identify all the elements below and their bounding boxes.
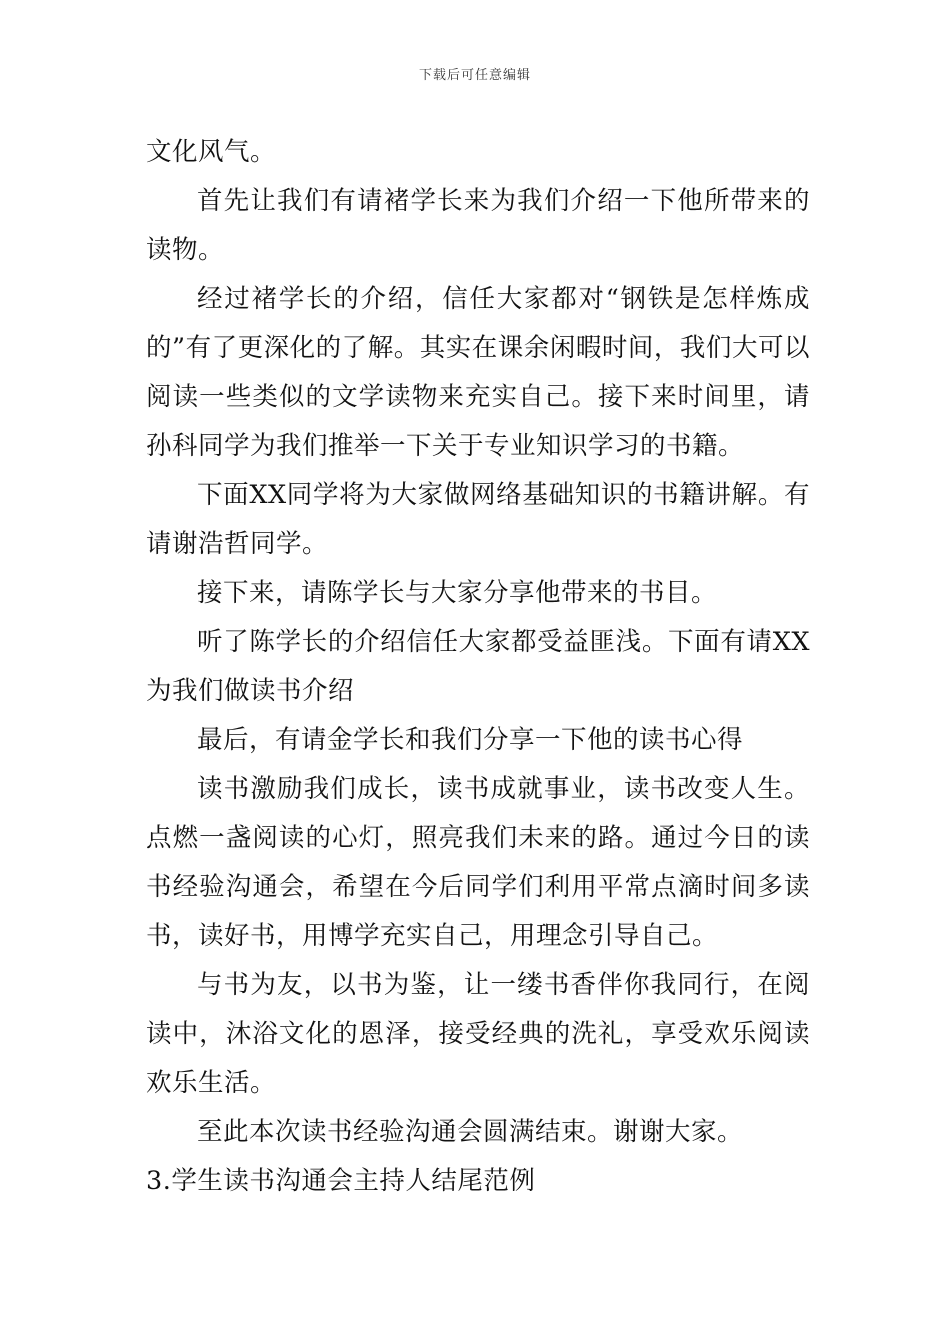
paragraph-9: 与书为友，以书为鉴，让一缕书香伴你我同行，在阅读中，沐浴文化的恩泽，接受经典的洗礼，享受欢乐阅读欢乐生活。 [146,970,810,1098]
paragraph-2: 首先让我们有请褚学长来为我们介绍一下他所带来的读物。 [146,186,810,265]
paragraph-5: 接下来，请陈学长与大家分享他带来的书目。 [197,578,718,608]
page-header-note: 下载后可任意编辑 [418,68,531,83]
document-body [146,128,810,1206]
section-heading: 3.学生读书沟通会主持人结尾范例 [146,1166,536,1196]
paragraph-8: 读书激励我们成长，读书成就事业，读书改变人生。点燃一盏阅读的心灯，照亮我们未来的路。通过今日的读书经验沟通会，希望在今后同学们利用平常点滴时间多读书，读好书，用博学充实自己，用理念引导自己。 [146,774,810,951]
paragraph-3: 经过褚学长的介绍，信任大家都对“钢铁是怎样炼成的”有了更深化的了解。其实在课余闲暇时间，我们大可以阅读一些类似的文学读物来充实自己。接下来时间里，请孙科同学为我们推举一下关于专业知识学习的书籍。 [146,284,810,461]
paragraph-7: 最后，有请金学长和我们分享一下他的读书心得 [197,725,744,755]
paragraph-6: 听了陈学长的介绍信任大家都受益匪浅。下面有请XX为我们做读书介绍 [146,627,810,706]
paragraph-1: 文化风气。 [146,137,277,167]
paragraph-4: 下面XX同学将为大家做网络基础知识的书籍讲解。有请谢浩哲同学。 [146,480,810,559]
paragraph-10: 至此本次读书经验沟通会圆满结束。谢谢大家。 [197,1117,744,1147]
